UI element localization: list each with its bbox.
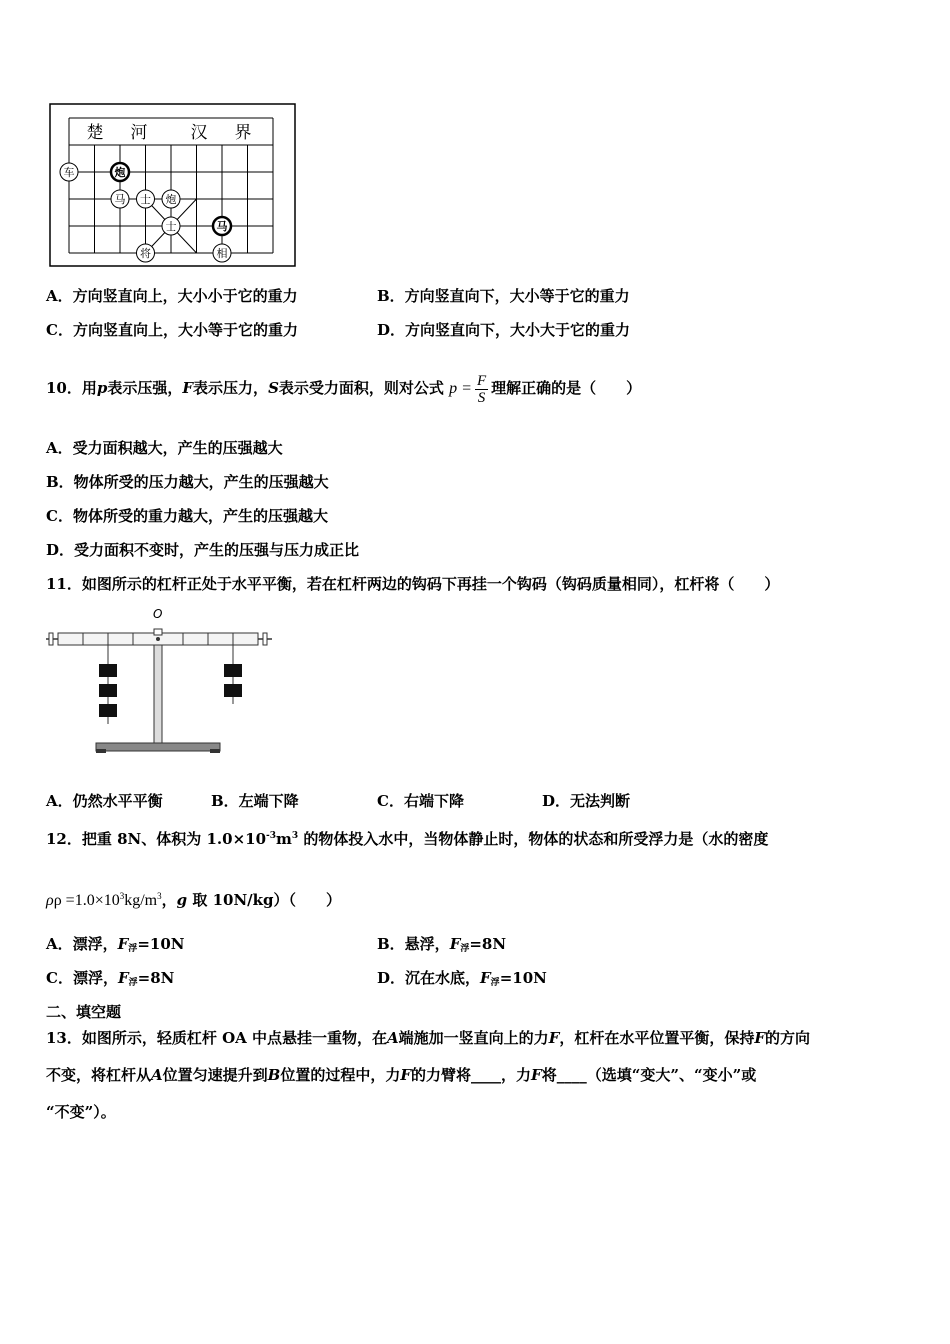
chess-piece-label: 将	[140, 247, 151, 260]
q12-option-d: D．沉在水底，$F_浮=10N$	[377, 969, 547, 988]
q11-option-c: C．右端下降	[377, 792, 464, 810]
chess-piece	[111, 190, 129, 208]
left-hook-weight	[99, 684, 117, 697]
chess-piece-label: 士	[140, 193, 151, 206]
right-hook-weight	[224, 664, 242, 677]
chess-piece-label: 相	[216, 247, 228, 260]
q12-option-a: A．漂浮，$F_浮=10N$	[46, 935, 185, 954]
chess-piece-label: 炮	[165, 193, 177, 206]
stand-foot-right	[210, 749, 220, 753]
q10-stem: 10．用p表示压强，F表示压力，S表示受力面积，则对公式 p = $\frac{F}{S}$ 理解正确的是（ ）	[46, 372, 642, 406]
chess-piece-label: 车	[63, 166, 75, 179]
pressure-formula: $\frac{F}{S}$	[476, 372, 487, 406]
q10-option-b: B．物体所受的压力越大，产生的压强越大	[46, 473, 329, 491]
pivot-pin	[156, 637, 160, 641]
q12-stem: 12．把重 8N、体积为 $1.0\times 10^{-3}m^3$ 的物体投入水中，当物体静止时，物体的状态和所受浮力是（水的密度	[46, 830, 769, 848]
left-hook-weight	[99, 704, 117, 717]
right-hook-weight	[224, 684, 242, 697]
river-char: 汉	[190, 123, 208, 143]
lever-stand-base	[96, 743, 220, 751]
q9-option-a: A．方向竖直向上，大小小于它的重力	[46, 287, 298, 305]
q10-option-d: D．受力面积不变时，产生的压强与压力成正比	[46, 541, 360, 559]
pivot-cap	[154, 629, 162, 635]
water-density-formula: $\rho\rho =1.0\times 10^3kg/m^3$	[46, 891, 162, 909]
river-char: 河	[130, 123, 148, 143]
pivot-label: O	[153, 607, 163, 621]
chess-piece-label: 炮	[114, 166, 126, 179]
chess-piece	[137, 190, 155, 208]
chess-piece-label: 马	[216, 220, 228, 233]
river-char: 楚	[86, 123, 104, 143]
q9-option-b: B．方向竖直向下，大小等于它的重力	[377, 287, 630, 305]
chess-piece-label: 马	[114, 193, 126, 206]
q10-option-a: A．受力面积越大，产生的压强越大	[46, 439, 283, 457]
q12-density-line: $\rho\rho =1.0\times 10^3kg/m^3$，g 取 10N/kg）（ ）	[46, 891, 342, 909]
left-end-nut	[49, 633, 53, 645]
q10-option-c: C．物体所受的重力越大，产生的压强越大	[46, 507, 328, 525]
q13-line-2: 不变，将杠杆从A位置匀速提升到B位置的过程中，力F的力臂将____，力F将____（选填“变大”、“变小”或	[46, 1066, 757, 1084]
lever-stand-post	[154, 637, 162, 743]
q9-option-d: D．方向竖直向下，大小大于它的重力	[377, 321, 631, 339]
q12-option-c: C．漂浮，$F_浮=8N$	[46, 969, 175, 988]
chess-piece	[137, 244, 155, 262]
chess-piece	[162, 217, 180, 235]
stand-foot-left	[96, 749, 106, 753]
chess-board-figure	[49, 103, 297, 268]
q11-option-a: A．仍然水平平衡	[46, 792, 163, 810]
q13-line-3: “不变”）。	[46, 1103, 116, 1121]
q9-option-c: C．方向竖直向上，大小等于它的重力	[46, 321, 298, 339]
chess-piece	[213, 244, 231, 262]
q11-stem: 11．如图所示的杠杆正处于水平平衡，若在杠杆两边的钩码下再挂一个钩码（钩码质量相同），杠杆将（ ）	[46, 575, 780, 593]
chess-piece	[60, 163, 78, 181]
river-char: 界	[234, 123, 252, 143]
q12-option-b: B．悬浮，$F_浮=8N$	[377, 935, 507, 954]
left-hook-weight	[99, 664, 117, 677]
chess-piece	[111, 163, 129, 181]
right-end-nut	[263, 633, 267, 645]
q11-option-d: D．无法判断	[542, 792, 631, 810]
section-title: 二、填空题	[46, 1003, 122, 1021]
q13-line-1: 13．如图所示，轻质杠杆 OA 中点悬挂一重物，在A端施加一竖直向上的力F，杠杆在水平位置平衡，保持F的方向	[46, 1029, 811, 1047]
q11-option-b: B．左端下降	[211, 792, 299, 810]
lever-figure	[44, 604, 276, 756]
chess-piece	[162, 190, 180, 208]
chess-piece	[213, 217, 231, 235]
formula-lhs: p =	[449, 380, 472, 397]
chess-piece-label: 士	[165, 220, 177, 233]
